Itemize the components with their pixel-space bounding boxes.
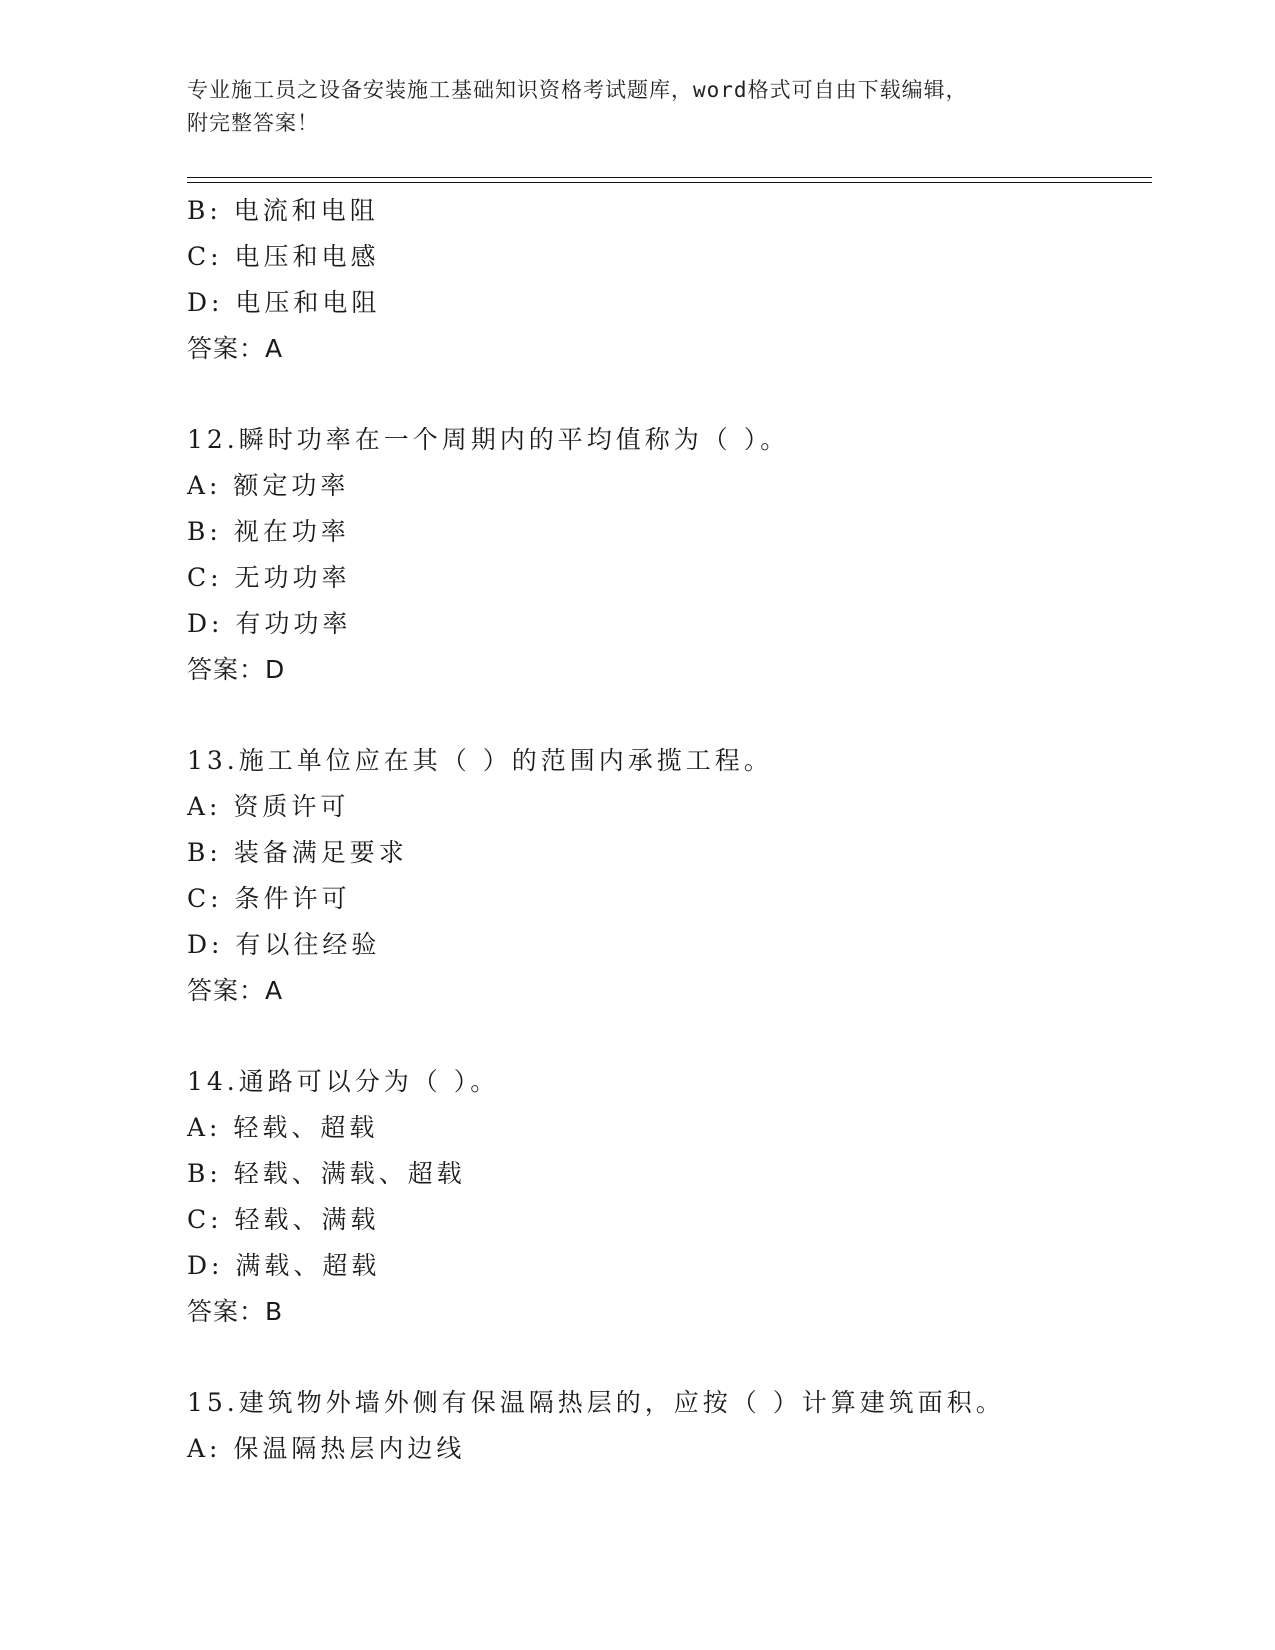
option-d: D: 电压和电阻	[187, 288, 381, 317]
option-d: D: 满载、超载	[187, 1251, 381, 1280]
question-stem: 13.施工单位应在其（ ）的范围内承揽工程。	[187, 746, 773, 775]
option-a: A: 资质许可	[187, 792, 350, 821]
option-d: D: 有以往经验	[187, 930, 381, 959]
question-block-12	[187, 417, 1152, 693]
answer-line: 答案：A	[187, 976, 284, 1005]
answer-line: 答案：B	[187, 1297, 284, 1326]
option-a: A: 轻载、超载	[187, 1113, 379, 1142]
answer-line: 答案：A	[187, 334, 284, 363]
question-block-11	[187, 188, 1152, 372]
document-header	[187, 74, 1067, 140]
question-stem: 14.通路可以分为（ ）。	[187, 1067, 500, 1096]
question-stem: 12.瞬时功率在一个周期内的平均值称为（ ）。	[187, 425, 790, 454]
option-c: C: 轻载、满载	[187, 1205, 380, 1234]
option-a: A: 额定功率	[187, 471, 350, 500]
question-list	[187, 188, 1152, 1472]
header-line-1: 专业施工员之设备安装施工基础知识资格考试题库，word格式可自由下载编辑，	[187, 78, 968, 102]
header-line-2: 附完整答案！	[187, 111, 319, 135]
option-a: A: 保温隔热层内边线	[187, 1434, 466, 1463]
option-b: B: 电流和电阻	[187, 196, 379, 225]
question-block-13	[187, 738, 1152, 1014]
option-d: D: 有功功率	[187, 609, 352, 638]
question-block-15	[187, 1380, 1152, 1472]
option-b: B: 轻载、满载、超载	[187, 1159, 466, 1188]
header-divider-bottom	[187, 182, 1152, 183]
option-b: B: 视在功率	[187, 517, 350, 546]
option-c: C: 电压和电感	[187, 242, 380, 271]
question-stem: 15.建筑物外墙外侧有保温隔热层的，应按（ ）计算建筑面积。	[187, 1388, 1005, 1417]
answer-line: 答案：D	[187, 655, 286, 684]
question-block-14	[187, 1059, 1152, 1335]
option-b: B: 装备满足要求	[187, 838, 408, 867]
option-c: C: 条件许可	[187, 884, 351, 913]
option-c: C: 无功功率	[187, 563, 351, 592]
header-divider-top	[187, 177, 1152, 178]
